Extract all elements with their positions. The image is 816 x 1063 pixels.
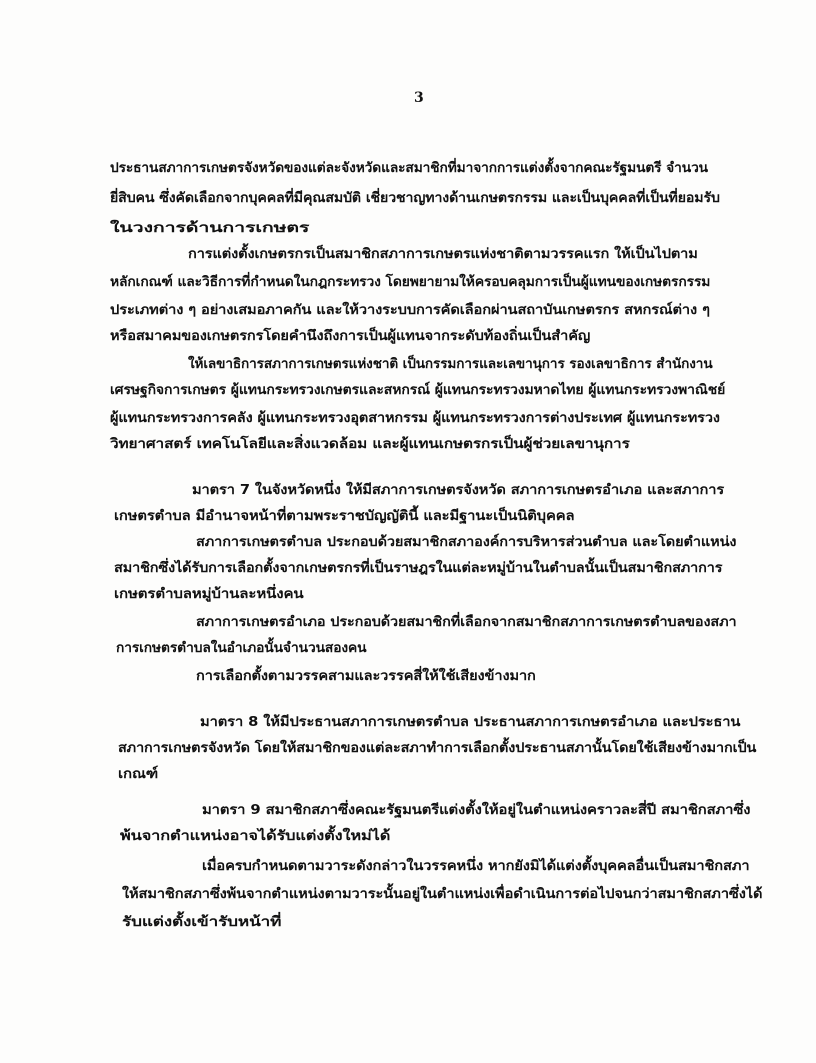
text-line: หลักเกณฑ์ และวิธีการที่กำหนดในกฎกระทรวง โดยพยายามให้ครอบคลุมการเป็นผู้แทนของเกษตรกรรม xyxy=(110,274,711,290)
text-line: การเกษตรตำบลในอำเภอนั้นจำนวนสองคน xyxy=(116,640,367,656)
text-line: เกษตรตำบลหมู่บ้านละหนึ่งคน xyxy=(114,586,304,602)
text-line: ในวงการด้านการเกษตร xyxy=(110,220,310,236)
text-line: สภาการเกษตรตำบล ประกอบด้วยสมาชิกสภาองค์การบริหารส่วนตำบล และโดยตำแหน่ง xyxy=(196,534,737,550)
text-line: สภาการเกษตรจังหวัด โดยให้สมาชิกของแต่ละสภาทำการเลือกตั้งประธานสภานั้นโดยใช้เสียงข้างมากเป็น xyxy=(118,740,757,756)
text-line: วิทยาศาสตร์ เทคโนโลยีและสิ่งแวดล้อม และผู้แทนเกษตรกรเป็นผู้ช่วยเลขานุการ xyxy=(110,436,630,452)
text-line: มาตรา 7 ในจังหวัดหนึ่ง ให้มีสภาการเกษตรจังหวัด สภาการเกษตรอำเภอ และสภาการ xyxy=(192,482,725,498)
text-line: ให้สมาชิกสภาซึ่งพ้นจากตำแหน่งตามวาระนั้นอยู่ในตำแหน่งเพื่อดำเนินการต่อไปจนกว่าสมาชิกสภาซึ่งได้ xyxy=(122,886,763,902)
text-line: สมาชิกซึ่งได้รับการเลือกตั้งจากเกษตรกรที่เป็นราษฎรในแต่ละหมู่บ้านในตำบลนั้นเป็นสมาชิกสภาการ xyxy=(114,560,723,576)
text-line: หรือสมาคมของเกษตรกรโดยคำนึงถึงการเป็นผู้แทนจากระดับท้องถิ่นเป็นสำคัญ xyxy=(110,328,591,344)
text-line: รับแต่งตั้งเข้ารับหน้าที่ xyxy=(122,914,282,930)
text-line: สภาการเกษตรอำเภอ ประกอบด้วยสมาชิกที่เลือกจากสมาชิกสภาการเกษตรตำบลของสภา xyxy=(196,614,737,630)
text-line: ประเภทต่าง ๆ อย่างเสมอภาคกัน และให้วางระบบการคัดเลือกผ่านสถาบันเกษตรกร สหกรณ์ต่าง ๆ xyxy=(110,302,710,318)
page-number: 3 xyxy=(414,90,424,106)
text-line: เกณฑ์ xyxy=(118,766,159,782)
text-line: ประธานสภาการเกษตรจังหวัดของแต่ละจังหวัดและสมาชิกที่มาจากการแต่งตั้งจากคณะรัฐมนตรี จำนวน xyxy=(110,160,708,176)
text-line: พ้นจากตำแหน่งอาจได้รับแต่งตั้งใหม่ได้ xyxy=(120,828,391,844)
text-line: มาตรา 9 สมาชิกสภาซึ่งคณะรัฐมนตรีแต่งตั้งให้อยู่ในตำแหน่งคราวละสี่ปี สมาชิกสภาซึ่ง xyxy=(202,802,751,818)
text-line: การเลือกตั้งตามวรรคสามและวรรคสี่ให้ใช้เสียงข้างมาก xyxy=(196,668,536,684)
text-line: ยี่สิบคน ซึ่งคัดเลือกจากบุคคลที่มีคุณสมบัติ เชี่ยวชาญทางด้านเกษตรกรรม และเป็นบุคคลที่เป็นที่ยอมรับ xyxy=(110,190,720,206)
text-line: การแต่งตั้งเกษตรกรเป็นสมาชิกสภาการเกษตรแห่งชาติตามวรรคแรก ให้เป็นไปตาม xyxy=(188,246,698,262)
text-line: เมื่อครบกำหนดตามวาระดังกล่าวในวรรคหนึ่ง หากยังมิได้แต่งตั้งบุคคลอื่นเป็นสมาชิกสภา xyxy=(202,858,750,874)
text-line: ผู้แทนกระทรวงการคลัง ผู้แทนกระทรวงอุตสาหกรรม ผู้แทนกระทรวงการต่างประเทศ ผู้แทนกระทรวง xyxy=(110,410,720,426)
text-line: เกษตรตำบล มีอำนาจหน้าที่ตามพระราชบัญญัตินี้ และมีฐานะเป็นนิติบุคคล xyxy=(114,508,575,524)
text-line: มาตรา 8 ให้มีประธานสภาการเกษตรตำบล ประธานสภาการเกษตรอำเภอ และประธาน xyxy=(200,714,741,730)
text-line: เศรษฐกิจการเกษตร ผู้แทนกระทรวงเกษตรและสหกรณ์ ผู้แทนกระทรวงมหาดไทย ผู้แทนกระทรวงพาณิชย์ xyxy=(110,382,726,398)
text-line: ให้เลขาธิการสภาการเกษตรแห่งชาติ เป็นกรรมการและเลขานุการ รองเลขาธิการ สำนักงาน xyxy=(188,356,713,372)
